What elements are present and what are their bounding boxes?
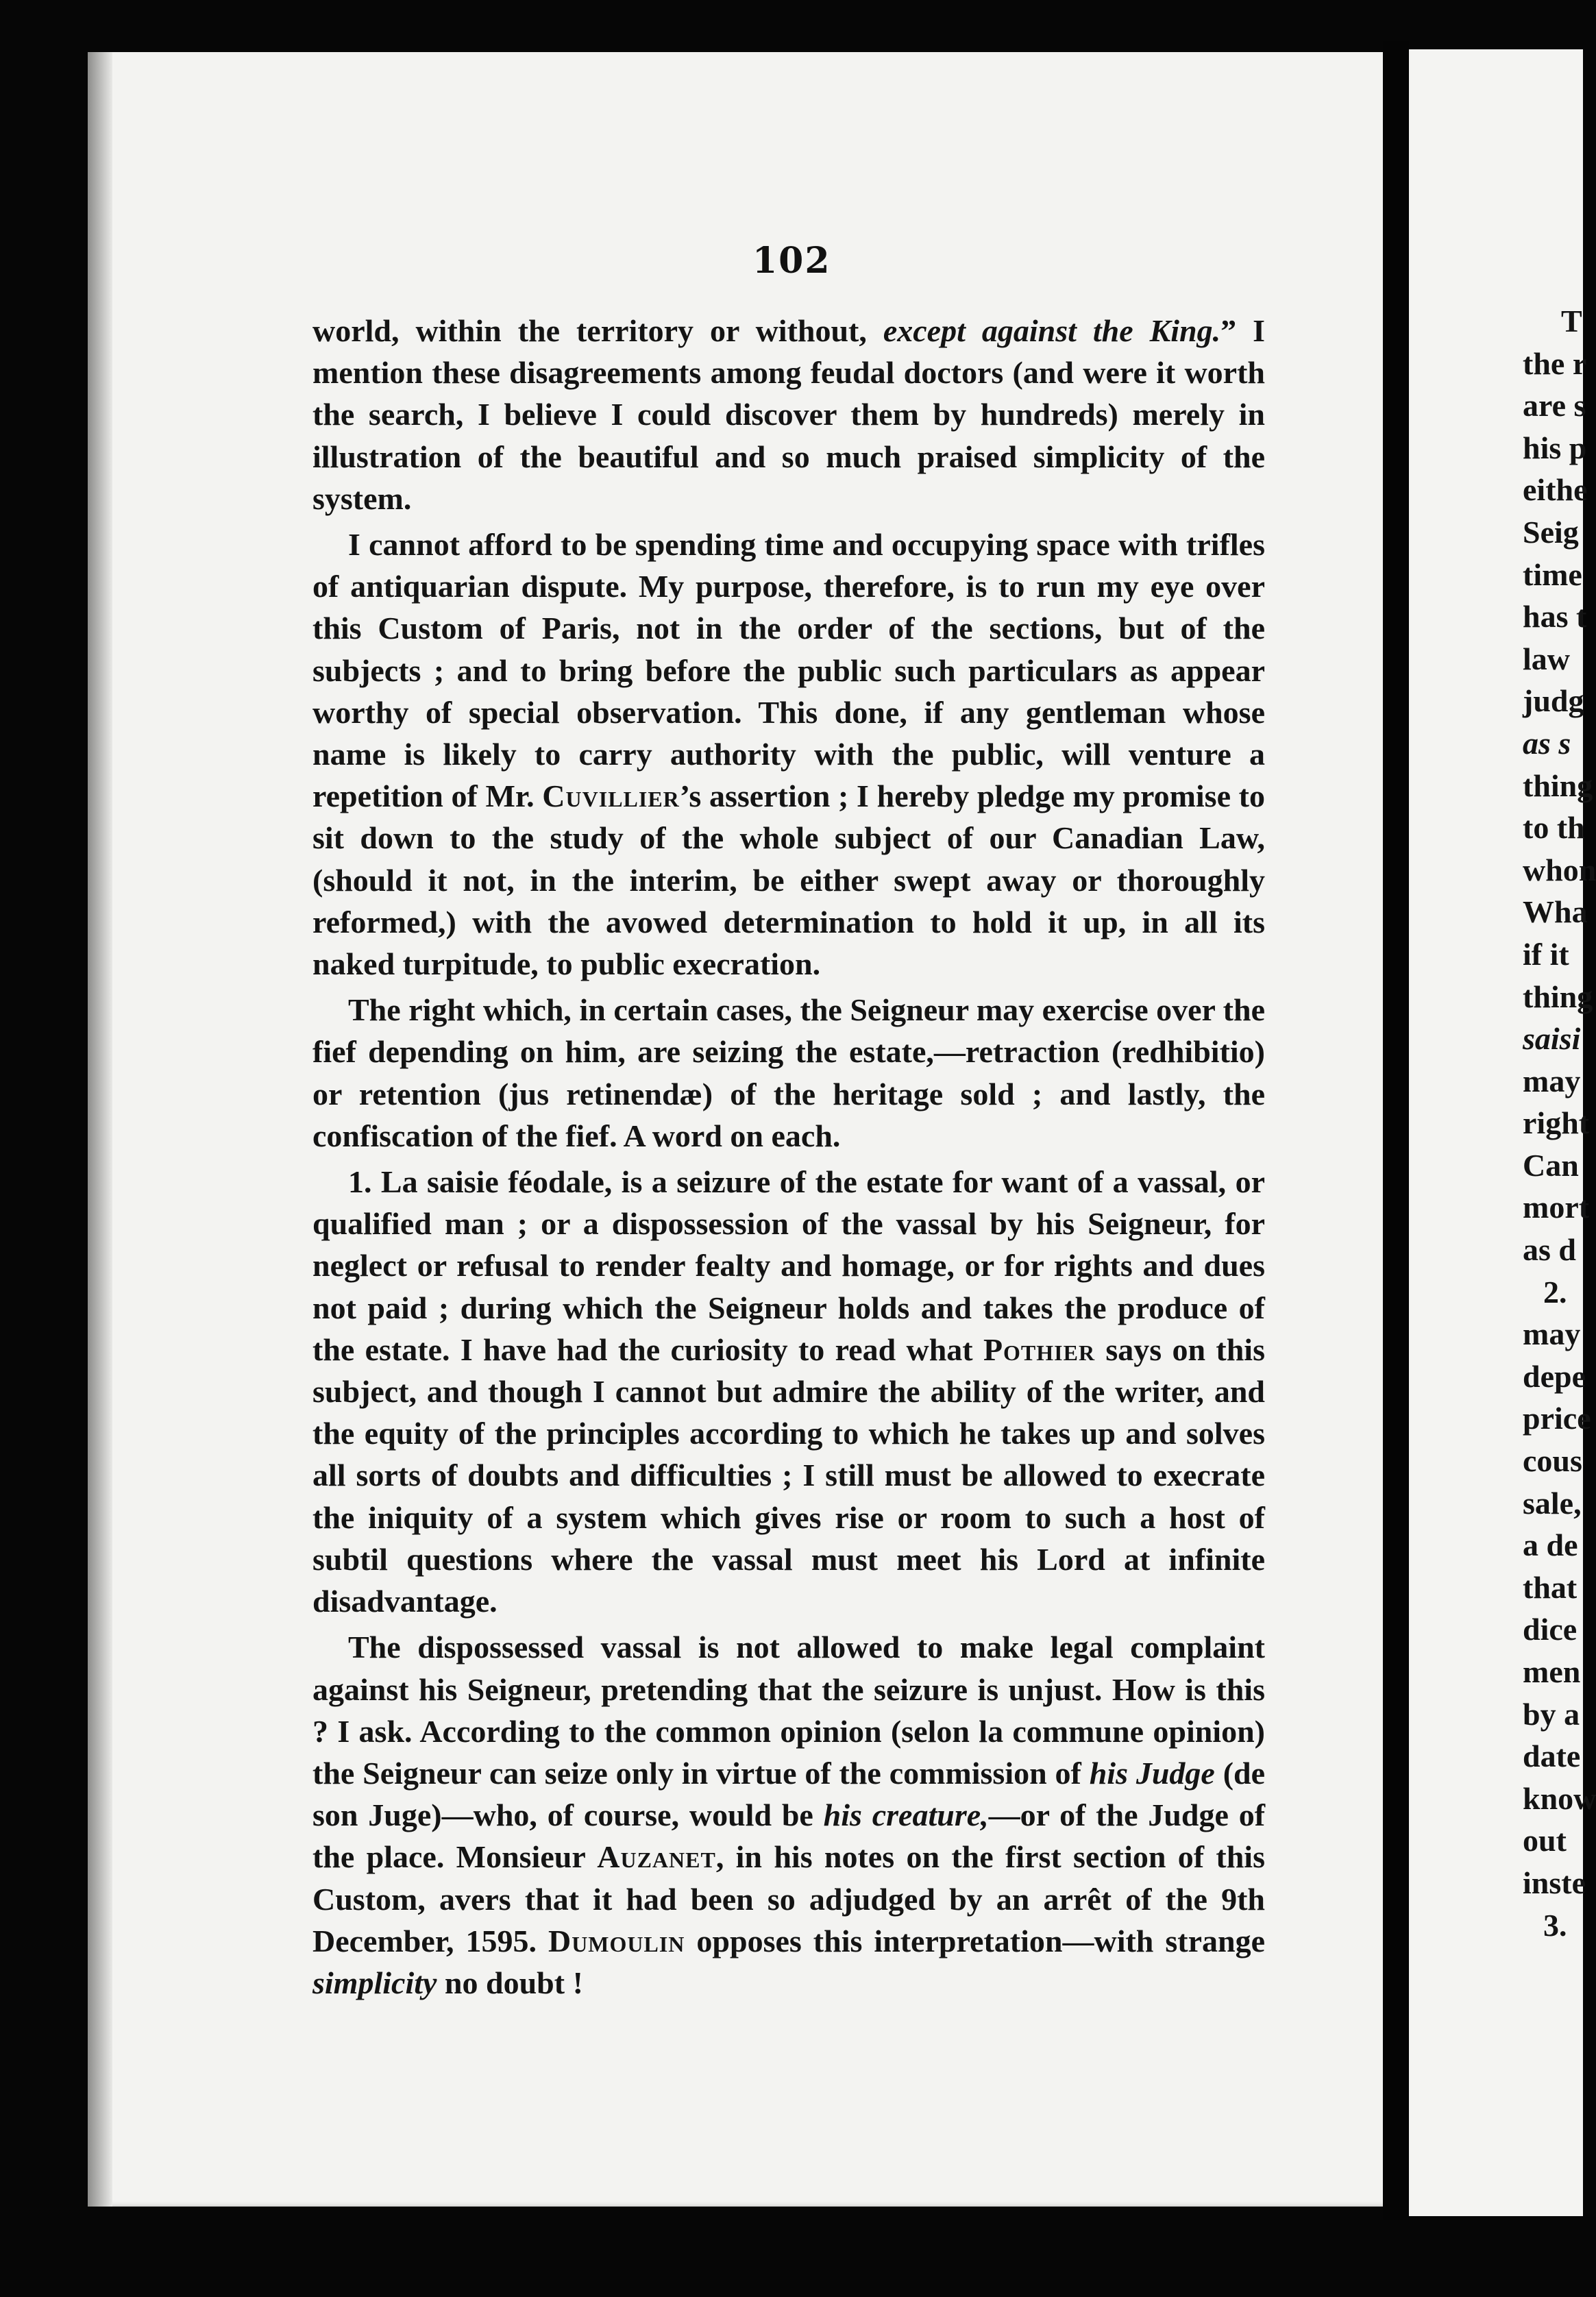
facing-page-line: as d <box>1523 1232 1576 1268</box>
text-run: ’s assertion ; I hereby pledge my promise to sit down to the study of the whole subject of our Canadian Law, (should it not, in the interim, be either swept away or thoroughly reformed,) with the avowed determination to hold it up, in all its naked turpitude, to public execration. <box>312 778 1265 982</box>
facing-page-line: know <box>1523 1780 1596 1816</box>
facing-page-line: that <box>1523 1569 1577 1605</box>
facing-page-line: judg <box>1523 683 1584 719</box>
paragraph-p4 <box>312 1626 1265 2004</box>
text-run: Cuvillier <box>542 778 680 814</box>
facing-page-line: right <box>1523 1105 1590 1141</box>
facing-page-line: price <box>1523 1401 1591 1436</box>
facing-page-line: Seig <box>1523 514 1579 550</box>
text-run: his Judge <box>1089 1755 1215 1791</box>
text-run: except against the King. <box>883 313 1221 348</box>
text-run: The right which, in certain cases, the Seigneur may exercise over the fief depending on him, are seizing the estate,—retraction (redhibitio) or retention (jus retinendæ) of the heritage sold ; and lastly, the confiscation of the fief. A word on each. <box>312 992 1265 1153</box>
text-run: ” I mention these disagreements among feudal doctors (and were it worth the search, I believe I could discover them by hundreds) merely in illustration of the beautiful and so much praised simplicity of the system. <box>312 313 1266 516</box>
text-run: his creature, <box>823 1797 989 1833</box>
facing-page-line: out <box>1523 1823 1567 1858</box>
facing-page-line: Wha <box>1523 894 1588 930</box>
facing-page-line: eithe <box>1523 472 1588 508</box>
text-run: Auzanet <box>597 1839 716 1875</box>
facing-page-line: the r <box>1523 345 1587 381</box>
body-text <box>312 310 1265 2004</box>
facing-page-line: to th <box>1523 810 1585 846</box>
text-run: , in his notes on the first section of this Custom, avers that it had been so adjudged by an arrêt of the 9th December, 1595. <box>312 1839 1265 1958</box>
facing-page-line: if it <box>1523 936 1569 972</box>
facing-page-line: depe <box>1523 1358 1586 1394</box>
facing-page-line: a de <box>1523 1527 1578 1563</box>
facing-page-text-fragments <box>1523 300 1596 1946</box>
facing-page-line: cous <box>1523 1443 1582 1479</box>
paragraph-p2 <box>312 989 1265 1157</box>
facing-page-line: inste <box>1523 1865 1586 1900</box>
text-run: (de son Juge)—who, of course, would be <box>312 1755 1266 1833</box>
facing-page-line: whon <box>1523 852 1596 887</box>
facing-page-line: his p <box>1523 430 1587 465</box>
facing-page-line: 2. <box>1543 1274 1567 1310</box>
paragraph-p1 <box>312 524 1265 985</box>
text-run: opposes this interpretation—with strange <box>685 1923 1265 1958</box>
facing-page-line: may <box>1523 1063 1581 1098</box>
facing-page-line: mort <box>1523 1190 1590 1225</box>
paragraph-p0 <box>312 310 1265 519</box>
facing-page-line: sale, <box>1523 1485 1582 1521</box>
facing-page-line: has t <box>1523 599 1587 635</box>
page-number: 102 <box>752 240 831 282</box>
facing-page-line: saisi <box>1523 1021 1581 1057</box>
text-run: Pothier <box>983 1331 1096 1367</box>
facing-page-line: may <box>1523 1316 1581 1352</box>
text-run: world, within the territory or without, <box>312 313 883 348</box>
facing-page-line: thing <box>1523 767 1593 803</box>
text-run: 1. La saisie féodale, is a seizure of the estate for want of a vassal, or qualified man ; or a dispossession of the vassal by his Seigneur, for neglect or refusal to render fealty and homage, or for rights and dues not paid ; during which the Seigneur holds and takes the produce of the estate. I have had the curiosity to read what <box>312 1164 1265 1367</box>
text-run: no doubt ! <box>437 1965 583 2000</box>
text-run: says on this subject, and though I cannot but admire the ability of the writer, and the equity of the principles according to which he takes up and solves all sorts of doubts and difficulties ; I still must be allowed to execrate the iniquity of a system which gives rise or room to such a host of subtil questions where the vassal must meet his Lord at infinite disadvantage. <box>312 1331 1265 1619</box>
facing-page-line: are s <box>1523 388 1586 423</box>
facing-page-line: thing <box>1523 979 1593 1014</box>
facing-page-line: law <box>1523 641 1570 676</box>
facing-page-line: date <box>1523 1739 1581 1774</box>
facing-page-line: time <box>1523 556 1582 592</box>
page-gutter <box>1383 41 1409 2220</box>
facing-page-line: 3. <box>1543 1907 1567 1943</box>
text-run: I cannot afford to be spending time and occupying space with trifles of antiquarian dispute. My purpose, therefore, is to run my eye over this Custom of Paris, not in the order of the sections, but of the subjects ; and to bring before the public such particulars as appear worthy of special observation. This done, if any gentleman whose name is likely to carry authority with the public, will venture a repetition of Mr. <box>312 527 1265 814</box>
text-run: Dumoulin <box>548 1923 685 1958</box>
text-run: —or of the Judge of the place. Monsieur <box>312 1797 1266 1875</box>
paragraph-p3 <box>312 1161 1265 1622</box>
facing-page-line: men <box>1523 1654 1581 1689</box>
facing-page-line: Can <box>1523 1147 1579 1183</box>
facing-page-line: dice <box>1523 1612 1577 1647</box>
facing-page-line: T <box>1561 304 1582 339</box>
text-run: simplicity <box>312 1965 437 2000</box>
facing-page-line: by a <box>1523 1696 1580 1732</box>
text-run: The dispossessed vassal is not allowed to make legal complaint against his Seigneur, pretending that the seizure is unjust. How is this ? I ask. According to the common opinion (selon la commune opinion) the Seigneur can seize only in virtue of the commission of <box>312 1630 1265 1791</box>
facing-page-line: as s <box>1523 725 1571 761</box>
